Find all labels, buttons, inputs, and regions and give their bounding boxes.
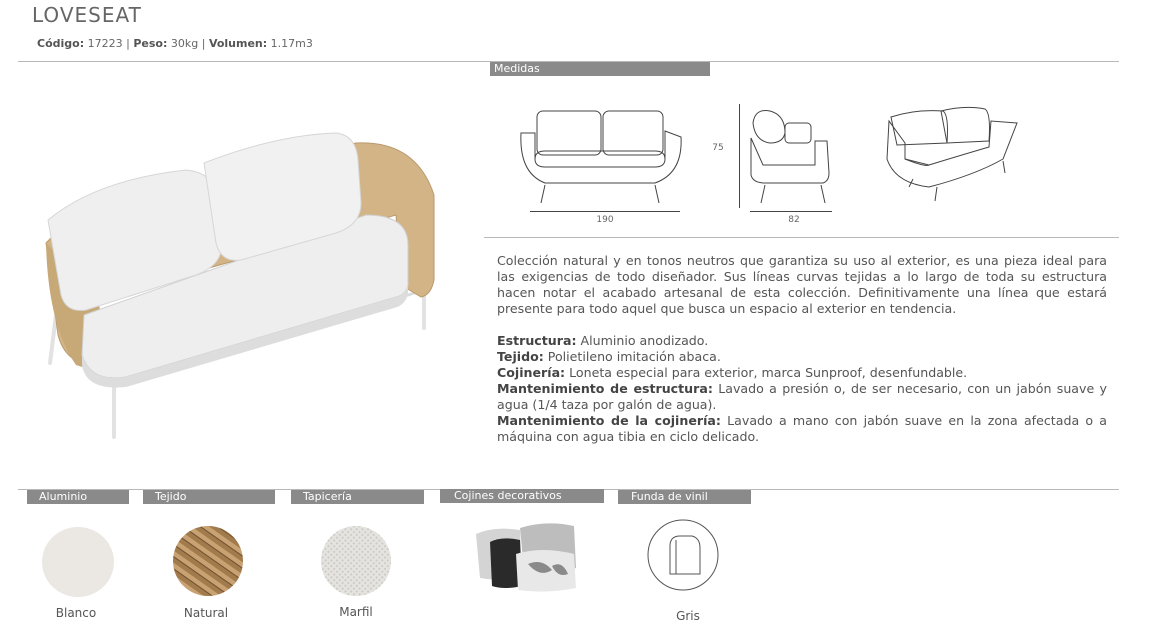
description-intro: Colección natural y en tonos neutros que garantiza su uso al exterior, es una pieza ideal para las exigencias de todo diseñador. Sus líneas curvas tejidas a lo largo de toda su estructura hacen notar el acabado artesanal de esta colección. Definitivamente una línea que estará presente para todo aquel que busca un espacio al exterior en tendencia. — [497, 253, 1107, 316]
detail-text: Lavado a mano con jabón suave en la zona afectada o a máquina con agua tibia en ciclo delicado. — [497, 413, 1107, 444]
material-header-upholstery: Tapicería — [291, 490, 424, 504]
detail-cushions — [497, 365, 1107, 381]
width-dimension: 190 — [596, 215, 614, 225]
vinyl-cover-icon — [646, 518, 720, 592]
depth-dimension-line — [750, 211, 832, 212]
separator: | — [126, 37, 130, 50]
aluminum-value: Blanco — [55, 606, 97, 620]
side-view-drawing — [745, 103, 835, 213]
aluminum-swatch — [42, 527, 114, 597]
weave-swatch — [172, 525, 244, 597]
weight-value: 30kg — [170, 37, 199, 50]
detail-cushion-maintenance — [497, 413, 1107, 445]
front-view-drawing — [515, 103, 685, 213]
detail-text: Lavado a presión o, de ser necesario, con un jabón suave y agua (1/4 taza por galón de agua). — [497, 381, 1108, 412]
material-header-weave: Tejido — [143, 490, 275, 504]
detail-label: Estructura: — [497, 333, 577, 348]
material-header-decorative-cushions: Cojines decorativos — [440, 489, 604, 503]
depth-dimension: 82 — [788, 215, 800, 225]
material-header-aluminum: Aluminio — [27, 490, 129, 504]
detail-text: Loneta especial para exterior, marca Sunproof, desenfundable. — [565, 365, 968, 380]
separator: | — [201, 37, 206, 50]
width-dimension-line — [530, 211, 680, 212]
detail-structure-maintenance — [497, 381, 1107, 413]
code-label: Código: — [37, 37, 85, 50]
product-specs — [37, 37, 313, 50]
volume-value: 1.17m3 — [270, 37, 313, 50]
upholstery-value: Marfil — [339, 605, 373, 619]
height-dimension-line — [739, 104, 740, 208]
perspective-view-drawing — [885, 103, 1025, 208]
decorative-cushions-image — [472, 520, 582, 595]
vinyl-cover-value: Gris — [676, 609, 700, 623]
code-value: 17223 — [87, 37, 123, 50]
volume-label: Volumen: — [208, 37, 268, 50]
product-photo — [36, 125, 446, 445]
detail-text: Polietileno imitación abaca. — [543, 349, 721, 364]
product-title: LOVESEAT — [32, 3, 142, 27]
height-dimension: 75 — [712, 143, 724, 153]
detail-fabric — [497, 349, 1107, 365]
weave-value: Natural — [183, 606, 229, 620]
detail-text: Aluminio anodizado. — [576, 333, 709, 348]
detail-label: Tejido: — [497, 349, 544, 364]
measures-divider — [484, 237, 1119, 238]
detail-label: Cojinería: — [497, 365, 566, 380]
weight-label: Peso: — [133, 37, 168, 50]
product-description — [497, 253, 1107, 445]
measures-header: Medidas — [490, 62, 710, 76]
detail-label: Mantenimiento de estructura: — [497, 381, 713, 396]
detail-structure — [497, 333, 1107, 349]
upholstery-swatch — [320, 525, 392, 597]
material-header-vinyl-cover: Funda de vinil — [618, 490, 751, 504]
detail-label: Mantenimiento de la cojinería: — [497, 413, 721, 428]
